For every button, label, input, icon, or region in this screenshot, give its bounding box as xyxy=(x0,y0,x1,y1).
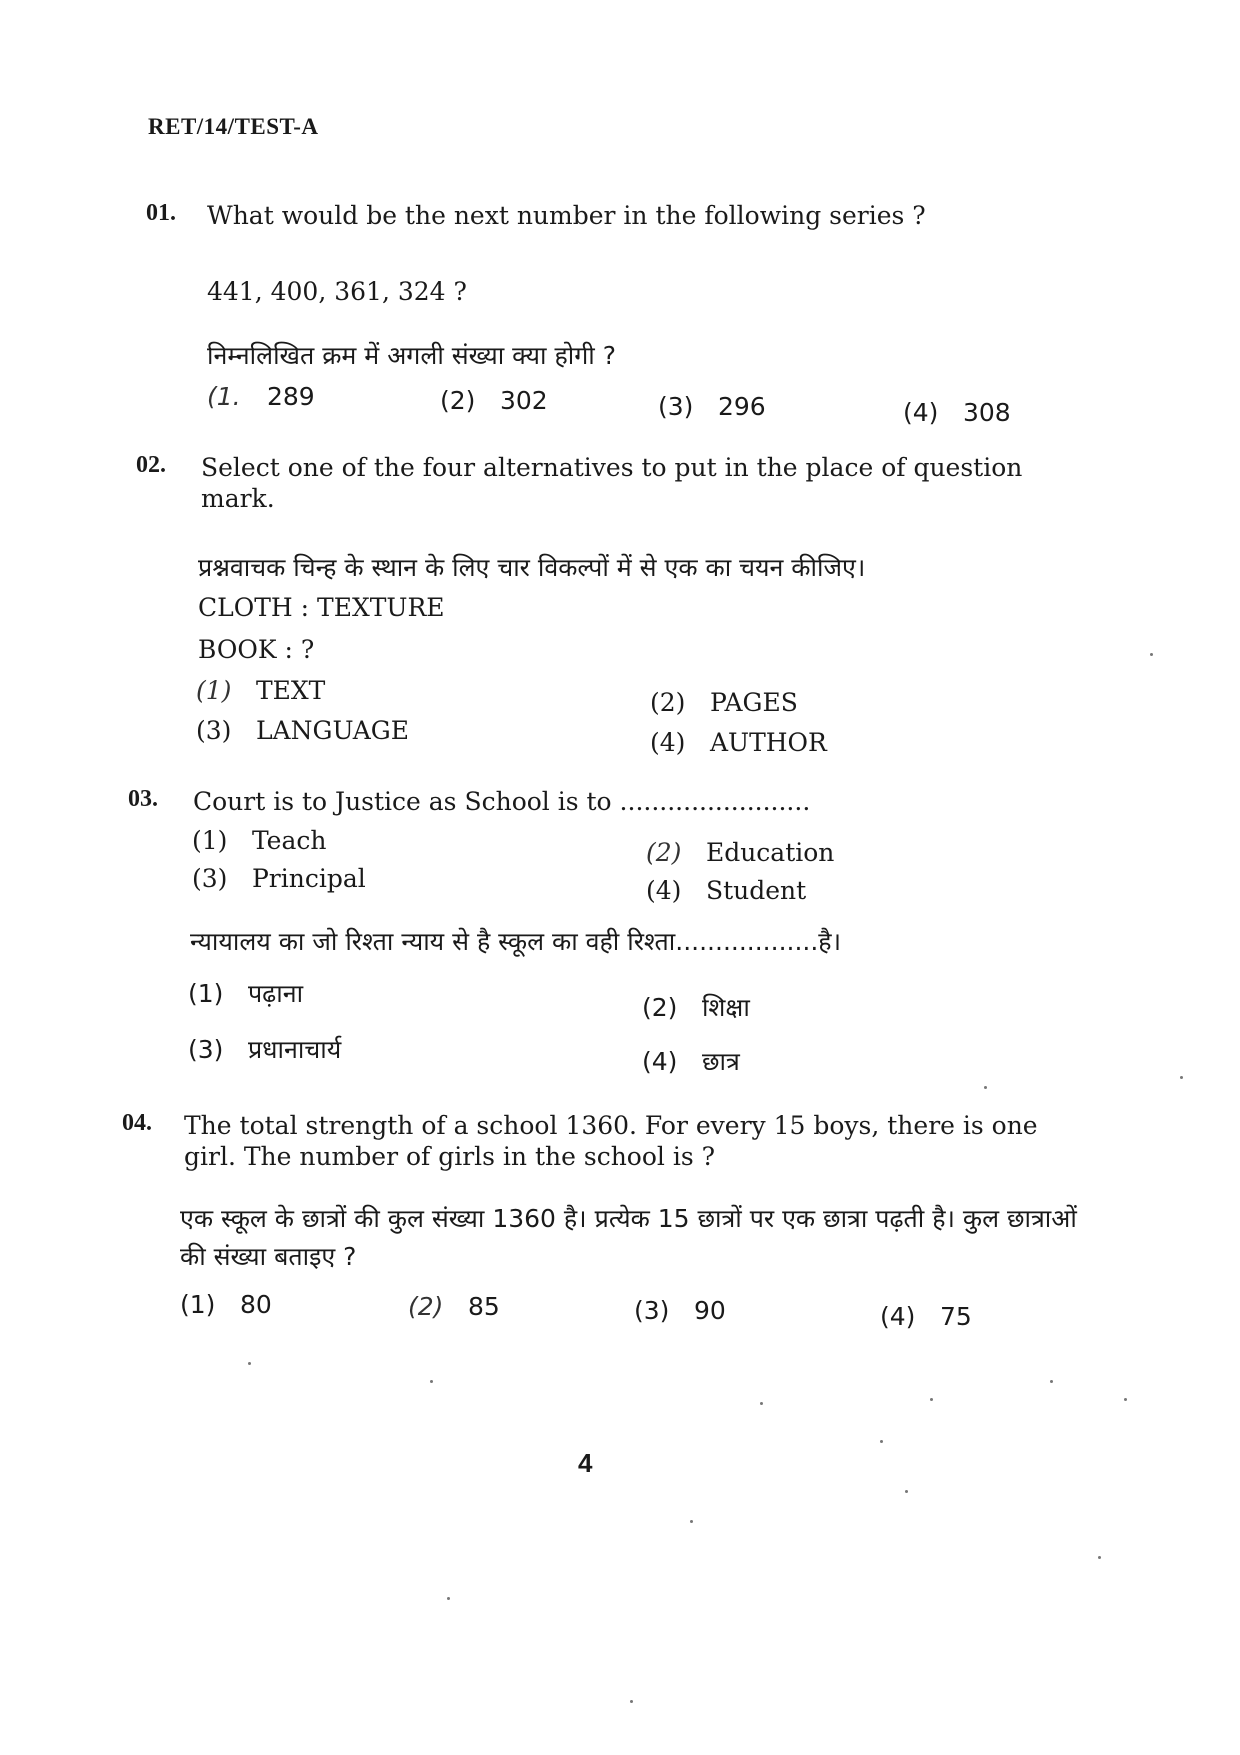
scan-speck xyxy=(1150,653,1153,656)
scan-speck xyxy=(630,1700,633,1703)
option-1-hi xyxy=(188,976,303,1010)
option-value: 75 xyxy=(939,1302,972,1331)
option-4 xyxy=(880,1302,972,1331)
option-number: (1) xyxy=(188,979,224,1008)
option-value: 302 xyxy=(499,386,548,415)
option-2 xyxy=(440,386,548,415)
question-number: 01. xyxy=(146,200,176,226)
option-number: (3) xyxy=(192,864,228,893)
option-3 xyxy=(658,392,766,421)
option-4 xyxy=(650,728,827,757)
option-3 xyxy=(196,716,409,745)
option-value: शिक्षा xyxy=(701,993,750,1022)
option-value: 289 xyxy=(266,382,315,411)
option-number: (2) xyxy=(408,1292,444,1321)
option-value: 90 xyxy=(693,1296,726,1325)
option-value: 296 xyxy=(717,392,766,421)
question-text-en: Select one of the four alternatives to put in the place of question mark. xyxy=(201,453,1023,513)
option-value: TEXT xyxy=(255,676,326,705)
option-4-hi xyxy=(642,1044,740,1078)
option-number: (3) xyxy=(658,392,694,421)
scan-speck xyxy=(248,1362,251,1365)
option-number: (1) xyxy=(196,676,232,705)
option-number: (3) xyxy=(188,1035,224,1064)
option-number: (4) xyxy=(880,1302,916,1331)
option-value: Principal xyxy=(251,864,366,893)
series: 441, 400, 361, 324 ? xyxy=(207,277,467,306)
option-1 xyxy=(207,382,315,411)
option-number: (3) xyxy=(634,1296,670,1325)
option-1 xyxy=(192,826,327,855)
scan-speck xyxy=(905,1490,908,1493)
scan-speck xyxy=(447,1597,450,1600)
scan-speck xyxy=(760,1402,763,1405)
option-3 xyxy=(192,864,366,893)
option-number: (2) xyxy=(440,386,476,415)
option-number: (2) xyxy=(642,993,678,1022)
option-number: (3) xyxy=(196,716,232,745)
option-number: (4) xyxy=(650,728,686,757)
option-value: पढ़ाना xyxy=(247,979,304,1008)
pair-2: BOOK : ? xyxy=(198,635,315,664)
question-text-en: Court is to Justice as School is to ........................ xyxy=(193,787,811,816)
scan-speck xyxy=(1098,1556,1101,1559)
option-1 xyxy=(180,1290,272,1319)
scan-speck xyxy=(880,1440,883,1443)
scan-speck xyxy=(430,1380,433,1383)
option-value: PAGES xyxy=(709,688,798,717)
scan-speck xyxy=(984,1086,987,1089)
option-4 xyxy=(646,876,806,905)
question-text-hi: एक स्कूल के छात्रों की कुल संख्या 1360 है। प्रत्येक 15 छात्रों पर एक छात्रा पढ़ती है। कुल छात्राओं की संख्या बताइए ? xyxy=(180,1204,1077,1271)
option-2 xyxy=(408,1292,500,1321)
option-number: (2) xyxy=(650,688,686,717)
question-text-hi: प्रश्नवाचक चिन्ह के स्थान के लिए चार विकल्पों में से एक का चयन कीजिए। xyxy=(198,553,866,582)
option-value: प्रधानाचार्य xyxy=(247,1035,342,1064)
option-number: (1) xyxy=(180,1290,216,1319)
option-4 xyxy=(903,398,1011,427)
question-number: 02. xyxy=(136,452,166,478)
option-2-hi xyxy=(642,990,750,1024)
question-text-en: The total strength of a school 1360. For every 15 boys, there is one girl. The number of girls in the school is ? xyxy=(184,1111,1038,1171)
option-value: 308 xyxy=(962,398,1011,427)
question-text-hi: न्यायालय का जो रिश्ता न्याय से है स्कूल का वही रिश्ता..................है। xyxy=(190,927,842,956)
option-number: (4) xyxy=(646,876,682,905)
option-value: छात्र xyxy=(701,1047,740,1076)
paper-code: RET/14/TEST-A xyxy=(148,114,319,139)
question-text-hi: निम्नलिखित क्रम में अगली संख्या क्या होगी ? xyxy=(207,341,616,370)
question-text-en: What would be the next number in the following series ? xyxy=(207,201,926,230)
scan-speck xyxy=(690,1520,693,1523)
option-value: LANGUAGE xyxy=(255,716,410,745)
option-value: 85 xyxy=(467,1292,500,1321)
option-value: Student xyxy=(705,876,807,905)
option-value: Teach xyxy=(251,826,327,855)
scan-speck xyxy=(930,1398,933,1401)
scan-speck xyxy=(1124,1398,1127,1401)
question-number: 03. xyxy=(128,786,158,812)
option-value: 80 xyxy=(239,1290,272,1319)
option-2 xyxy=(650,688,798,717)
option-value: Education xyxy=(705,838,835,867)
option-number: (1) xyxy=(192,826,228,855)
pair-1: CLOTH : TEXTURE xyxy=(198,593,445,622)
option-value: AUTHOR xyxy=(709,728,827,757)
option-number: (4) xyxy=(642,1047,678,1076)
option-number: (1. xyxy=(207,382,241,411)
option-2 xyxy=(646,838,834,867)
option-number: (2) xyxy=(646,838,682,867)
option-3-hi xyxy=(188,1032,341,1066)
option-1 xyxy=(196,676,325,705)
question-number: 04. xyxy=(122,1110,152,1136)
page-number: 4 xyxy=(578,1448,593,1478)
scan-speck xyxy=(1180,1076,1183,1079)
scan-speck xyxy=(1050,1380,1053,1383)
option-3 xyxy=(634,1296,726,1325)
option-number: (4) xyxy=(903,398,939,427)
